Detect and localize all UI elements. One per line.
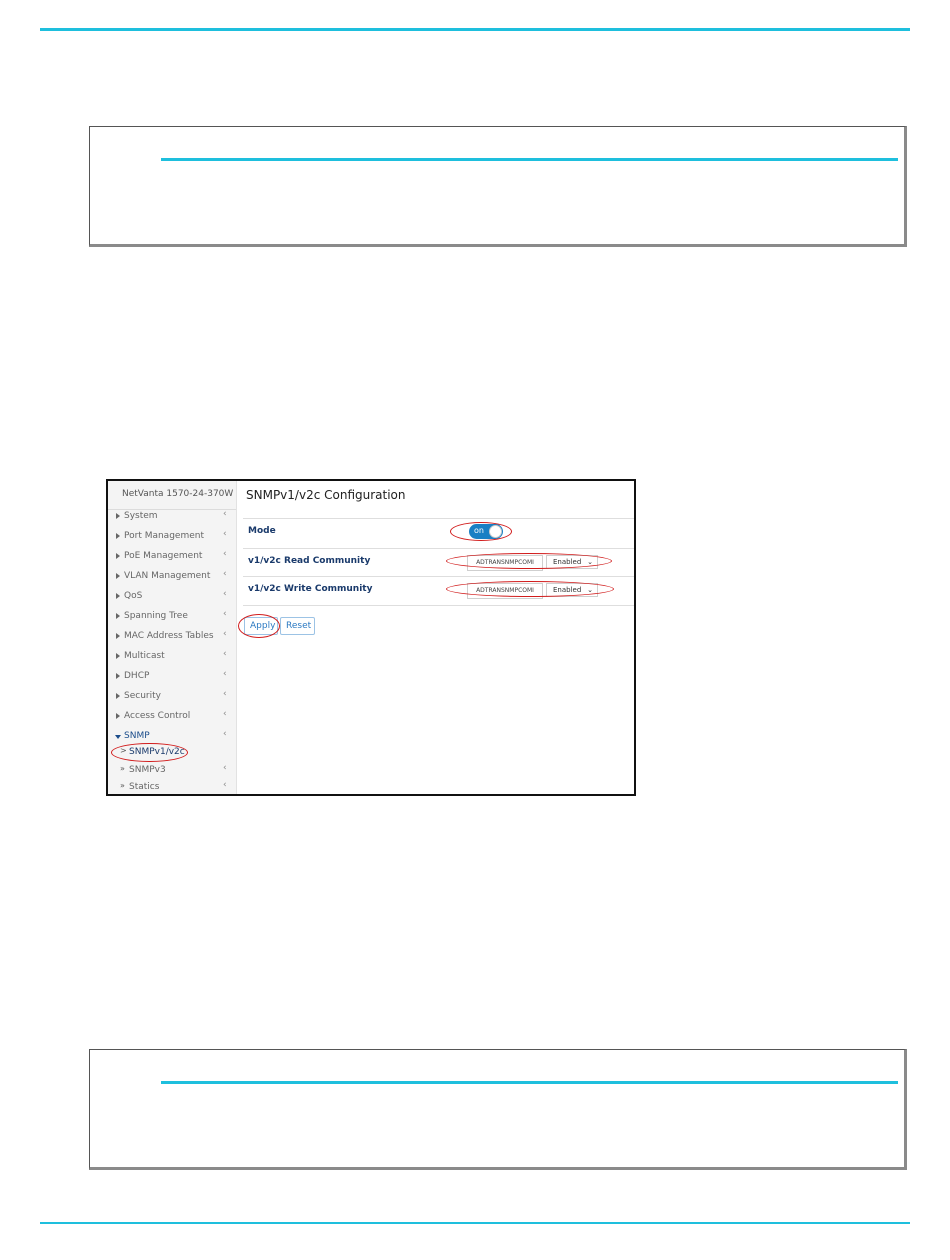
- read-community-input[interactable]: ADTRANSNMPCOMI: [467, 555, 543, 571]
- chevron-left-icon: ‹: [223, 589, 227, 599]
- chevron-left-icon: ‹: [223, 729, 227, 739]
- sidebar-item-dhcp[interactable]: [108, 669, 236, 687]
- chevron-left-icon: ‹: [223, 763, 227, 773]
- apply-button[interactable]: Apply: [244, 617, 278, 635]
- expand-triangle-icon: [116, 713, 120, 719]
- expand-triangle-icon: [116, 593, 120, 599]
- toggle-knob: [489, 525, 502, 538]
- read-community-row: [243, 548, 634, 577]
- chevron-down-icon: ⌄: [587, 586, 593, 594]
- read-community-label: v1/v2c Read Community: [248, 556, 371, 566]
- mode-row: [243, 518, 634, 547]
- sidebar-item-label: Access Control: [124, 711, 191, 721]
- sidebar-item-label: Statics: [129, 782, 160, 792]
- sidebar-item-label: DHCP: [124, 671, 150, 681]
- sidebar-item-access-control[interactable]: [108, 709, 236, 727]
- read-community-state-select[interactable]: [546, 555, 598, 569]
- sidebar-item-label: MAC Address Tables: [124, 631, 214, 641]
- toggle-state: on: [474, 526, 484, 535]
- chevron-left-icon: ‹: [223, 629, 227, 639]
- chevron-left-icon: ‹: [223, 649, 227, 659]
- mode-label: Mode: [248, 526, 276, 536]
- write-community-input[interactable]: ADTRANSNMPCOMI: [467, 583, 543, 599]
- chevron-left-icon: ‹: [223, 529, 227, 539]
- double-arrow-icon: »: [120, 781, 125, 790]
- sidebar-item-system[interactable]: [108, 509, 236, 527]
- expand-triangle-icon: [116, 533, 120, 539]
- chevron-left-icon: ‹: [223, 509, 227, 519]
- chevron-left-icon: ‹: [223, 669, 227, 679]
- expand-triangle-icon: [116, 513, 120, 519]
- chevron-left-icon: ‹: [223, 569, 227, 579]
- double-arrow-icon: »: [120, 764, 125, 773]
- note-box-rule: [161, 1081, 898, 1084]
- sidebar: [108, 481, 237, 794]
- sidebar-item-label: Spanning Tree: [124, 611, 188, 621]
- sidebar-item-label: SNMP: [124, 731, 150, 741]
- sidebar-subitem-snmpv1-v2c[interactable]: [108, 745, 236, 763]
- page-title: SNMPv1/v2c Configuration: [246, 488, 406, 502]
- sidebar-item-label: Security: [124, 691, 161, 701]
- sidebar-item-port-management[interactable]: [108, 529, 236, 547]
- sidebar-item-label: SNMPv3: [129, 765, 166, 775]
- write-community-label: v1/v2c Write Community: [248, 584, 373, 594]
- snmp-screenshot: [106, 479, 636, 796]
- select-value: Enabled: [553, 558, 582, 566]
- device-name: NetVanta 1570-24-370W: [108, 481, 236, 510]
- sidebar-item-label: PoE Management: [124, 551, 203, 561]
- note-box-top: [89, 126, 907, 247]
- sidebar-item-label: Port Management: [124, 531, 204, 541]
- mode-toggle[interactable]: [469, 524, 503, 539]
- sidebar-subitem-statics[interactable]: [108, 780, 236, 796]
- chevron-down-icon: ⌄: [587, 558, 593, 566]
- chevron-left-icon: ‹: [223, 549, 227, 559]
- write-community-row: [243, 576, 634, 606]
- main-panel: [237, 481, 634, 794]
- arrow-right-icon: >: [120, 746, 127, 755]
- footer-rule: [40, 1222, 910, 1224]
- write-community-state-select[interactable]: [546, 583, 598, 597]
- expand-triangle-icon: [116, 653, 120, 659]
- select-value: Enabled: [553, 586, 582, 594]
- chevron-left-icon: ‹: [223, 709, 227, 719]
- sidebar-item-mac-address-tables[interactable]: [108, 629, 236, 647]
- chevron-left-icon: ‹: [223, 609, 227, 619]
- sidebar-subitem-snmpv3[interactable]: [108, 763, 236, 781]
- sidebar-item-label: Multicast: [124, 651, 165, 661]
- expand-triangle-icon: [116, 573, 120, 579]
- sidebar-item-poe-management[interactable]: [108, 549, 236, 567]
- sidebar-item-label: VLAN Management: [124, 571, 211, 581]
- sidebar-item-label: System: [124, 511, 158, 521]
- expand-triangle-icon: [116, 613, 120, 619]
- sidebar-item-label: SNMPv1/v2c: [129, 747, 185, 757]
- sidebar-item-label: QoS: [124, 591, 143, 601]
- sidebar-item-qos[interactable]: [108, 589, 236, 607]
- sidebar-item-multicast[interactable]: [108, 649, 236, 667]
- sidebar-item-spanning-tree[interactable]: [108, 609, 236, 627]
- expand-triangle-icon: [116, 553, 120, 559]
- reset-button[interactable]: Reset: [280, 617, 315, 635]
- note-box-rule: [161, 158, 898, 161]
- chevron-left-icon: ‹: [223, 780, 227, 790]
- sidebar-item-security[interactable]: [108, 689, 236, 707]
- expand-triangle-icon: [116, 673, 120, 679]
- expand-triangle-icon: [116, 633, 120, 639]
- header-rule: [40, 28, 910, 31]
- chevron-left-icon: ‹: [223, 689, 227, 699]
- sidebar-item-vlan-management[interactable]: [108, 569, 236, 587]
- collapse-triangle-icon: [115, 735, 121, 739]
- expand-triangle-icon: [116, 693, 120, 699]
- note-box-bottom: [89, 1049, 907, 1170]
